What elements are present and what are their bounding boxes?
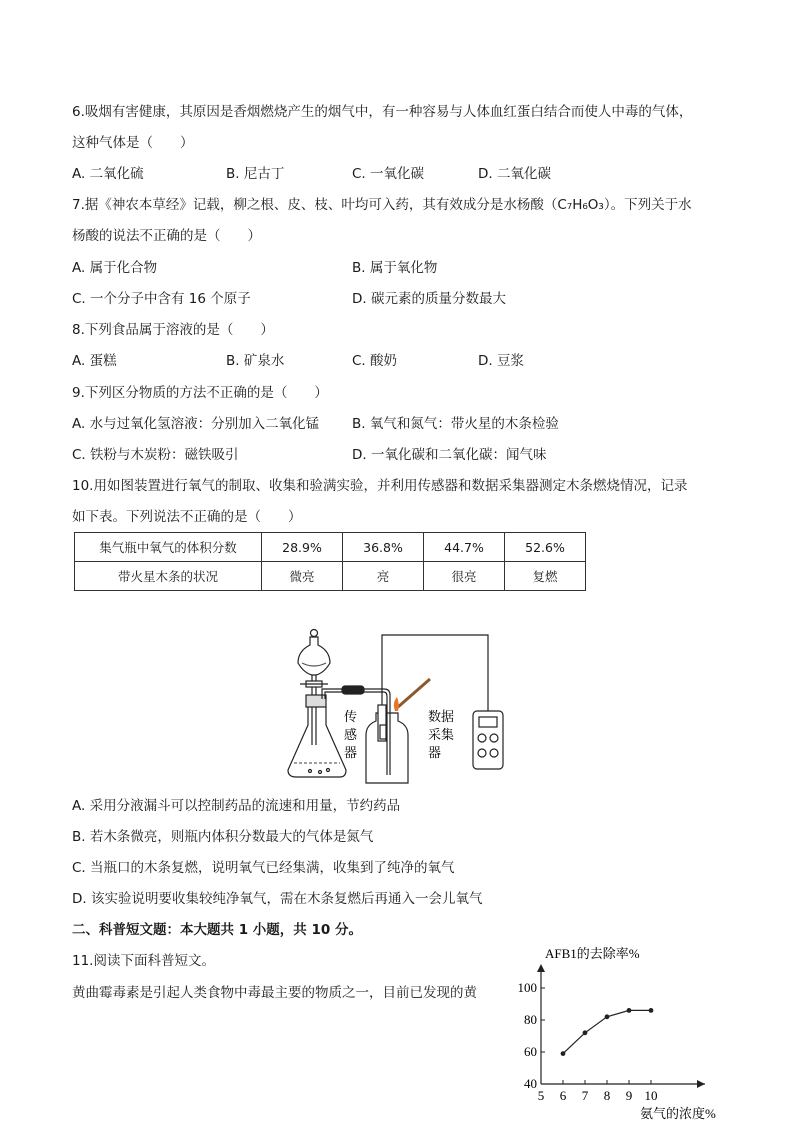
collector-label-3: 器	[428, 746, 442, 761]
q9-option-a: A. 水与过氧化氢溶液：分别加入二氧化锰	[72, 416, 320, 432]
q9-option-b: B. 氧气和氮气：带火星的木条检验	[352, 416, 559, 432]
sensor-cable	[382, 635, 488, 711]
chart-y-tick-label: 100	[517, 980, 537, 995]
rubber-connector	[342, 686, 364, 694]
apparatus-diagram	[280, 625, 510, 790]
flame-icon	[394, 697, 399, 711]
q9-stem: 9.下列区分物质的方法不正确的是（ ）	[72, 385, 328, 401]
afb1-removal-chart	[505, 940, 735, 1120]
chart-x-tick-label: 5	[537, 1088, 545, 1103]
chart-data-point	[583, 1030, 588, 1035]
chart-x-tick-label: 7	[581, 1088, 589, 1103]
chart-y-tick-label: 80	[524, 1012, 537, 1027]
collector-label-1: 数据	[428, 710, 455, 725]
chart-y-tick-label: 60	[524, 1044, 537, 1059]
chart-x-tick-label: 6	[559, 1088, 567, 1103]
q8-option-b: B. 矿泉水	[226, 353, 285, 369]
q11-text: 黄曲霉毒素是引起人类食物中毒最主要的物质之一，目前已发现的黄	[72, 985, 477, 1001]
q8-option-a: A. 蛋糕	[72, 353, 117, 369]
table-cell: 亮	[343, 562, 424, 591]
table-cell: 很亮	[424, 562, 505, 591]
collector-label-2: 采集	[428, 728, 455, 743]
q10-option-a: A. 采用分液漏斗可以控制药品的流速和用量，节约药品	[72, 798, 401, 814]
q6-option-c: C. 一氧化碳	[352, 166, 425, 182]
q6-option-b: B. 尼古丁	[226, 166, 285, 182]
chart-x-tick-label: 9	[625, 1088, 633, 1103]
table-cell: 52.6%	[505, 533, 586, 562]
chart-x-tick-label: 8	[603, 1088, 611, 1103]
q11-stem: 11.阅读下面科普短文。	[72, 953, 215, 969]
chart-xlabel: 氨气的浓度%	[640, 1106, 716, 1120]
q8-option-c: C. 酸奶	[352, 353, 398, 369]
table-row	[75, 562, 586, 591]
oxygen-data-table	[74, 532, 586, 591]
separatory-funnel-bulb	[298, 637, 330, 675]
q10-option-b: B. 若木条微亮，则瓶内体积分数最大的气体是氮气	[72, 829, 374, 845]
q10-stem-line1: 10.用如图装置进行氧气的制取、收集和验满实验，并利用传感器和数据采集器测定木条燃烧情况，记录	[72, 478, 688, 494]
table-row	[75, 533, 586, 562]
q8-stem: 8.下列食品属于溶液的是（ ）	[72, 322, 274, 338]
chart-ylabel: AFB1的去除率%	[545, 946, 640, 961]
q7-option-c: C. 一个分子中含有 16 个原子	[72, 291, 251, 307]
q7-option-d: D. 碳元素的质量分数最大	[352, 291, 506, 307]
q9-option-c: C. 铁粉与木炭粉：磁铁吸引	[72, 447, 239, 463]
q10-option-d: D. 该实验说明要收集较纯净氧气，需在木条复燃后再通入一会儿氧气	[72, 891, 483, 907]
chart-y-arrow	[537, 964, 545, 972]
wooden-splint	[398, 679, 430, 707]
q6-option-d: D. 二氧化碳	[478, 166, 551, 182]
q6-stem-line2: 这种气体是（ ）	[72, 135, 194, 151]
table-row-header: 集气瓶中氧气的体积分数	[75, 533, 262, 562]
chart-y-tick-label: 40	[524, 1076, 537, 1091]
table-cell: 复燃	[505, 562, 586, 591]
table-cell: 36.8%	[343, 533, 424, 562]
chart-data-point	[627, 1008, 632, 1013]
q9-option-d: D. 一氧化碳和二氧化碳：闻气味	[352, 447, 547, 463]
q6-stem-line1: 6.吸烟有害健康，其原因是香烟燃烧产生的烟气中，有一种容易与人体血红蛋白结合而使人中毒的气体，	[72, 104, 693, 120]
q6-option-a: A. 二氧化硫	[72, 166, 144, 182]
funnel-stopper	[311, 630, 318, 637]
sensor-label-1: 传	[344, 710, 358, 725]
sensor-label-3: 器	[344, 746, 358, 761]
section2-title: 二、科普短文题：本大题共 1 小题，共 10 分。	[72, 922, 362, 938]
chart-x-tick-label: 10	[644, 1088, 658, 1103]
table-cell: 微亮	[262, 562, 343, 591]
chart-data-point	[649, 1008, 654, 1013]
q7-stem-line1: 7.据《神农本草经》记载，柳之根、皮、枝、叶均可入药，其有效成分是水杨酸（C₇H₆O₃）。下列关于水	[72, 197, 692, 213]
chart-data-point	[561, 1051, 566, 1056]
sensor-label-2: 感	[344, 728, 358, 743]
q10-stem-line2: 如下表。下列说法不正确的是（ ）	[72, 509, 302, 525]
table-row-header: 带火星木条的状况	[75, 562, 262, 591]
chart-data-point	[605, 1014, 610, 1019]
q8-option-d: D. 豆浆	[478, 353, 524, 369]
table-cell: 28.9%	[262, 533, 343, 562]
q7-stem-line2: 杨酸的说法不正确的是（ ）	[72, 228, 261, 244]
table-cell: 44.7%	[424, 533, 505, 562]
flask-stopper	[306, 695, 326, 707]
chart-x-arrow	[697, 1080, 705, 1088]
q7-option-a: A. 属于化合物	[72, 260, 158, 276]
q10-option-c: C. 当瓶口的木条复燃，说明氧气已经集满，收集到了纯净的氧气	[72, 860, 455, 876]
conical-flask	[288, 707, 346, 777]
q7-option-b: B. 属于氧化物	[352, 260, 438, 276]
